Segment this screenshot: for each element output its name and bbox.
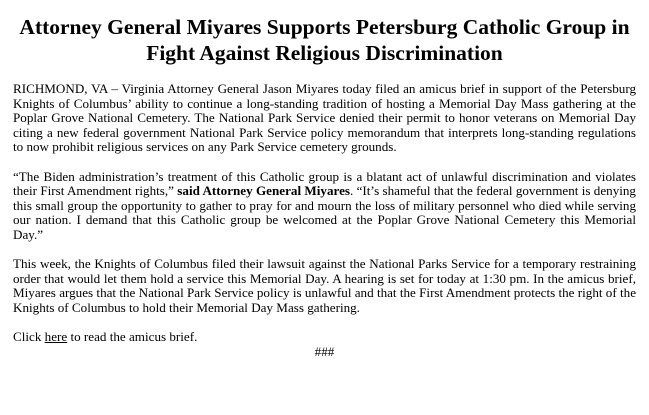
paragraph-lawsuit: This week, the Knights of Columbus filed their lawsuit against the National Parks Service for a temporary restraining order that would let them hold a service this Memorial Day. A hearing is set for today at 1:30 pm. In the amicus brief, Miyares argues that the National Park Service policy is unlawful and that the First Amendment protects the right of the Knights of Columbus to hold their Memorial Day Mass gathering. [13, 256, 636, 315]
paragraph-quote [13, 170, 636, 243]
quote-start: “The Biden administration’s treatment of this Catholic group is a blatant act of unlawful discrimination and violates their First Amendment rights,” [13, 168, 636, 199]
headline: Attorney General Miyares Supports Petersburg Catholic Group in Fight Against Religious Discrimination [19, 15, 630, 65]
end-mark: ### [314, 343, 335, 359]
paragraph-intro: RICHMOND, VA – Virginia Attorney General Jason Miyares today filed an amicus brief in support of the Petersburg Knights of Columbus’ ability to continue a long-standing tradition of hosting a Memorial Day Mass gathering at the Poplar Grove National Cemetery. The National Park Service denied their permit to honor veterans on Memorial Day citing a new federal government National Park Service policy memorandum that interprets long-standing regulations to now prohibit religious services on any Park Service cemetery grounds. [13, 81, 636, 155]
paragraph-link [13, 330, 636, 345]
quote-end: . “It’s shameful that the federal government is denying this small group the opportunity to gather to pray for and mourn the loss of military personnel who died while serving our nation. I demand that this Catholic group be welcomed at the Poplar Grove National Cemetery this Memorial Day.” [13, 183, 636, 242]
link-suffix: to read the amicus brief. [67, 329, 198, 345]
link-prefix: Click [13, 329, 45, 345]
quote-attribution: said Attorney General Miyares [177, 183, 350, 199]
amicus-brief-link[interactable]: here [44, 329, 68, 345]
press-release [13, 14, 636, 359]
